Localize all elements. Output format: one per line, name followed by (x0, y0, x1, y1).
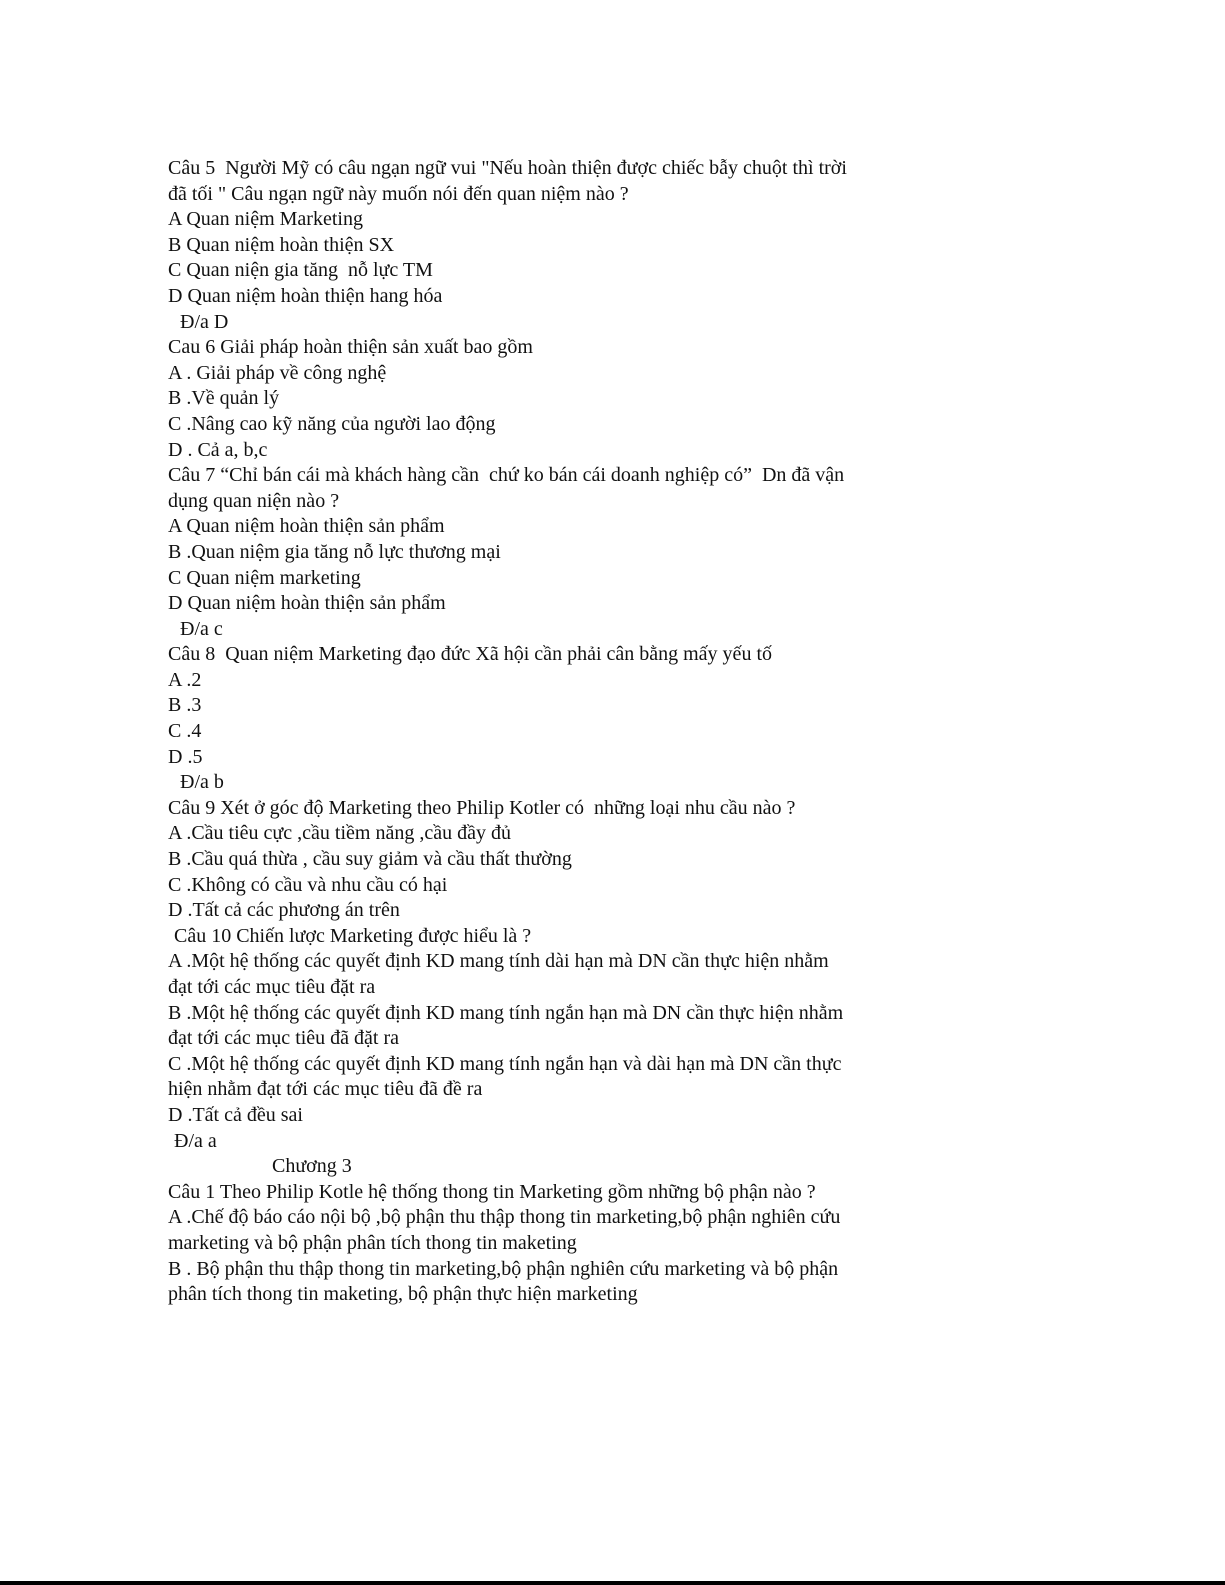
option-c-line-1: C .Một hệ thống các quyết định KD mang tính ngắn hạn và dài hạn mà DN cần thực (168, 1052, 842, 1075)
option-a-line-1: A .Chế độ báo cáo nội bộ ,bộ phận thu thập thong tin marketing,bộ phận nghiên cứu (168, 1206, 841, 1229)
option-a: A .2 (168, 668, 202, 691)
answer-line: Đ/a b (180, 771, 224, 794)
option-b-line-2: phân tích thong tin maketing, bộ phận thực hiện marketing (168, 1283, 638, 1306)
option-b: B Quan niệm hoàn thiện SX (168, 233, 395, 256)
option-c-line-2: hiện nhằm đạt tới các mục tiêu đã đề ra (168, 1078, 483, 1101)
question-5-line-1: Câu 5 Người Mỹ có câu ngạn ngữ vui "Nếu hoàn thiện được chiếc bẫy chuột thì trời (168, 157, 847, 179)
option-a-line-1: A .Một hệ thống các quyết định KD mang tính dài hạn mà DN cần thực hiện nhằm (168, 950, 829, 973)
option-c: C .Không có cầu và nhu cầu có hại (168, 873, 448, 896)
page-bottom-border (0, 1581, 1225, 1585)
option-d: D Quan niệm hoàn thiện hang hóa (168, 284, 443, 307)
option-c: C .4 (168, 720, 202, 743)
option-a: A Quan niệm hoàn thiện sản phẩm (168, 515, 445, 538)
option-a: A . Giải pháp về công nghệ (168, 361, 387, 384)
question-6: Cau 6 Giải pháp hoàn thiện sản xuất bao gồm (168, 336, 533, 359)
answer-line: Đ/a c (180, 617, 223, 640)
chapter-3-question-1: Câu 1 Theo Philip Kotle hệ thống thong tin Marketing gồm những bộ phận nào ? (168, 1180, 816, 1203)
answer-line: Đ/a D (180, 310, 229, 333)
option-b-line-2: đạt tới các mục tiêu đã đặt ra (168, 1027, 400, 1050)
option-b: B .Về quản lý (168, 387, 280, 410)
option-a-line-2: đạt tới các mục tiêu đặt ra (168, 976, 376, 998)
option-b-line-1: B . Bộ phận thu thập thong tin marketing,bộ phận nghiên cứu marketing và bộ phận (168, 1257, 839, 1280)
option-a: A .Cầu tiêu cực ,cầu tiềm năng ,cầu đầy đủ (168, 822, 511, 845)
question-7-line-1: Câu 7 “Chỉ bán cái mà khách hàng cần chứ ko bán cái doanh nghiệp có” Dn đã vận (168, 464, 845, 487)
option-d: D . Cả a, b,c (168, 438, 268, 461)
option-d: D .Tất cả đều sai (168, 1103, 303, 1126)
chapter-heading: Chương 3 (272, 1155, 352, 1178)
option-c: C Quan niện gia tăng nỗ lực TM (168, 259, 433, 282)
option-b: B .3 (168, 694, 202, 717)
question-7-line-2: dụng quan niện nào ? (168, 489, 340, 512)
option-d: D .5 (168, 745, 203, 768)
option-d: D Quan niệm hoàn thiện sản phẩm (168, 592, 446, 615)
question-9: Câu 9 Xét ở góc độ Marketing theo Philip Kotler có những loại nhu cầu nào ? (168, 796, 796, 819)
answer-line: Đ/a a (174, 1129, 217, 1152)
question-5-line-2: đã tối " Câu ngạn ngữ này muốn nói đến quan niệm nào ? (168, 182, 629, 205)
option-c: C Quan niệm marketing (168, 566, 361, 589)
option-d: D .Tất cả các phương án trên (168, 899, 400, 922)
option-b-line-1: B .Một hệ thống các quyết định KD mang tính ngắn hạn mà DN cần thực hiện nhằm (168, 1001, 844, 1024)
option-b: B .Cầu quá thừa , cầu suy giảm và cầu thất thường (168, 848, 572, 871)
option-c: C .Nâng cao kỹ năng của người lao động (168, 412, 496, 435)
question-8: Câu 8 Quan niệm Marketing đạo đức Xã hội cần phải cân bằng mấy yếu tố (168, 643, 772, 666)
option-a: A Quan niệm Marketing (168, 208, 363, 231)
question-10: Câu 10 Chiến lược Marketing được hiểu là ? (174, 924, 532, 947)
option-a-line-2: marketing và bộ phận phân tích thong tin maketing (168, 1231, 577, 1254)
document-page (168, 156, 968, 1308)
option-b: B .Quan niệm gia tăng nỗ lực thương mại (168, 540, 501, 563)
